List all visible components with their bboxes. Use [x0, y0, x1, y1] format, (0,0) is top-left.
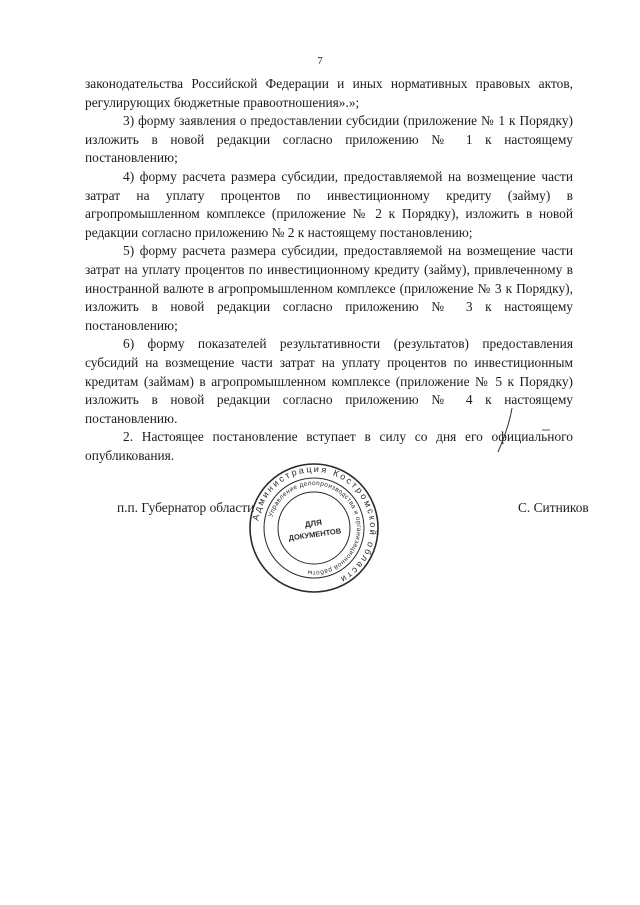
seal-center-line-2: ДОКУМЕНТОВ: [288, 526, 342, 543]
paragraph-item-4: 4) форму расчета размера субсидии, предоставляемой на возмещение части затрат на уплату процентов по инвестиционному кредиту (займу) в агропромышленном комплексе (приложение № 2 к Порядку), изложить в новой редакции согласно приложению № 2 к настоящему постановлению;: [85, 168, 573, 240]
paragraph-item-6: 6) форму показателей результативности (результатов) предоставления субсидий на возмещение части затрат на уплату процентов по инвестиционным кредитам (займам) в агропромышленном комплексе (приложение № 5 к Порядку) изложить в новой редакции согласно приложению № 4 к настоящему постановлению.: [85, 336, 573, 426]
official-seal: [248, 462, 380, 594]
svg-text:Управление делопроизводства и: [268, 480, 363, 577]
signatory-name: С. Ситников: [518, 500, 589, 515]
seal-inner-text: Управление делопроизводства и организационной работы: [267, 479, 363, 577]
handwritten-mark: [480, 400, 570, 460]
seal-center-line-1: ДЛЯ: [304, 517, 323, 530]
page-number: 7: [317, 55, 323, 67]
seal-outer-text: Администрация Костромской области: [250, 463, 379, 586]
paragraph-continuation: законодательства Российской Федерации и иных нормативных правовых актов, регулирующих бюджетные правоотношения».»;: [85, 76, 573, 110]
paragraph-item-5: 5) форму расчета размера субсидии, предоставляемой на возмещение части затрат на уплату процентов по инвестиционному кредиту (займу), привлеченному в иностранной валюте в агропромышленном комплексе (приложение № 3 к Порядку), изложить в новой редакции согласно приложению № 3 к настоящему постановлению;: [85, 243, 573, 333]
paragraph-effective-date: 2. Настоящее постановление вступает в силу со дня его официального опубликования.: [85, 429, 573, 463]
signatory-position: п.п. Губернатор области: [117, 500, 255, 515]
paragraph-item-3: 3) форму заявления о предоставлении субсидии (приложение № 1 к Порядку) изложить в новой редакции согласно приложению № 1 к настоящему постановлению;: [85, 113, 573, 166]
